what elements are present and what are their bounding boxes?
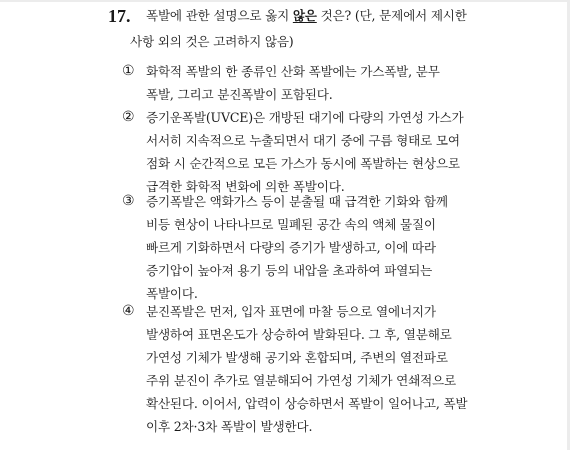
option-4-line: 발생하여 표면온도가 상승하여 발화된다. 그 후, 열분해로 bbox=[146, 327, 452, 342]
question-prompt-emphasis: 않은 bbox=[292, 8, 317, 23]
option-3-line: 빠르게 기화하면서 다량의 증기가 발생하고, 이에 따라 bbox=[146, 240, 436, 255]
option-4-line: 이후 2차·3차 폭발이 발생한다. bbox=[146, 419, 313, 434]
option-3-line: 증기폭발은 액화가스 등이 분출될 때 급격한 기화와 함께 bbox=[146, 194, 448, 209]
option-3-line: 증기압이 높아져 용기 등의 내압을 초과하여 파열되는 bbox=[146, 263, 433, 278]
option-2-line: 급격한 화학적 변화에 의한 폭발이다. bbox=[146, 179, 345, 194]
option-4-line: 주위 분진이 추가로 열분해되어 가연성 기체가 연쇄적으로 bbox=[146, 373, 456, 388]
question-number: 17. bbox=[108, 6, 131, 26]
option-3-marker: ③ bbox=[122, 193, 135, 209]
question-prompt-end: 것은? (단, 문제에서 제시한 bbox=[316, 8, 467, 23]
option-4-line: 분진폭발은 먼저, 입자 표면에 마찰 등으로 열에너지가 bbox=[146, 304, 436, 319]
option-3-line: 비등 현상이 나타나므로 밀폐된 공간 속의 액체 물질이 bbox=[146, 217, 436, 232]
option-1-line: 화학적 폭발의 한 종류인 산화 폭발에는 가스폭발, 분무 bbox=[146, 64, 440, 79]
option-2-marker: ② bbox=[122, 109, 135, 125]
question-prompt-line2: 사항 외의 것은 고려하지 않음) bbox=[130, 34, 294, 49]
option-4-line: 확산된다. 이어서, 압력이 상승하면서 폭발이 일어나고, 폭발 bbox=[146, 396, 468, 411]
page-top-edge bbox=[0, 0, 570, 2]
option-1-marker: ① bbox=[122, 63, 135, 79]
option-4-line: 가연성 기체가 발생해 공기와 혼합되며, 주변의 열전파로 bbox=[146, 350, 448, 365]
option-1-line: 폭발, 그리고 분진폭발이 포함된다. bbox=[146, 87, 333, 102]
option-3-line: 폭발이다. bbox=[146, 286, 198, 301]
option-2-line: 점화 시 순간적으로 모든 가스가 동시에 폭발하는 현상으로 bbox=[146, 156, 460, 171]
question-prompt-start: 폭발에 관한 설명으로 옳지 bbox=[146, 8, 293, 23]
option-2-line: 서서히 지속적으로 누출되면서 대기 중에 구름 형태로 모여 bbox=[146, 133, 460, 148]
option-4-marker: ④ bbox=[122, 303, 135, 319]
option-2-line: 증기운폭발(UVCE)은 개방된 대기에 다량의 가연성 가스가 bbox=[146, 110, 464, 125]
question-prompt bbox=[146, 8, 467, 24]
